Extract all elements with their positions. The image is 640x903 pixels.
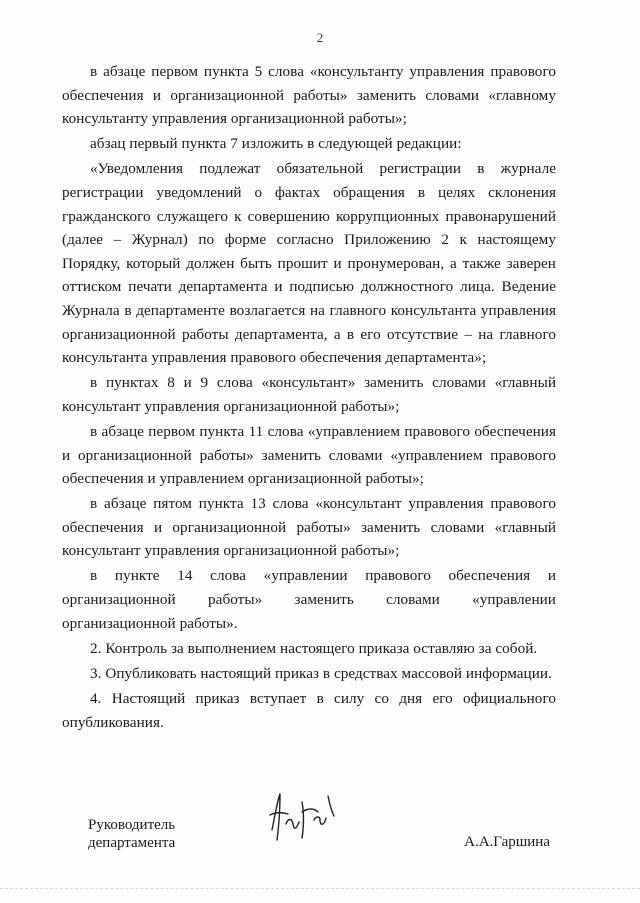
paragraph-item-5-amendment: в абзаце первом пункта 5 слова «консультанту управления правового обеспечения и организационной работы» заменить словами «главному консультанту управления организационной работы»; <box>62 63 556 128</box>
paragraph-publication-clause: 3. Опубликовать настоящий приказ в средствах массовой информации. <box>90 664 552 682</box>
paragraph-item-14-amendment: в пункте 14 слова «управлении правового обеспечения и организационной работы» заменить словами «управлении организационной работы». <box>62 567 556 632</box>
signatory-title-line-1: Руководитель <box>88 817 176 833</box>
paragraph-effective-date-clause: 4. Настоящий приказ вступает в силу со дня его официального опубликования. <box>62 689 556 731</box>
paragraph-item-13-amendment: в абзаце пятом пункта 13 слова «консультант управления правового обеспечения и организационной работы» заменить словами «главный консультант управления организационной работы»; <box>62 495 556 560</box>
scan-edge-divider <box>0 888 640 890</box>
signatory-name: А.А.Гаршина <box>464 834 550 850</box>
document-body <box>62 60 556 736</box>
paragraph-items-8-9-amendment: в пунктах 8 и 9 слова «консультант» заменить словами «главный консультант управления организационной работы»; <box>62 374 556 415</box>
paragraph-item-7-new-text: «Уведомления подлежат обязательной регистрации в журнале регистрации уведомлений о фактах обращения в целях склонения гражданского служащего к совершению коррупционных правонарушений (далее – Журнал) по форме согласно Приложению 2 к настоящему Порядку, который должен быть прошит и пронумерован, а также заверен оттиском печати департамента и подписью должностного лица. Ведение Журнала в департаменте возлагается на главного консультанта управления организационной работы департамента, а в его отсутствие – на главного консультанта управления правового обеспечения департамента»; <box>62 160 556 367</box>
handwritten-signature-icon <box>262 790 352 850</box>
signatory-title-line-2: департамента <box>88 835 176 851</box>
page-number: 2 <box>316 30 324 45</box>
paragraph-item-11-amendment: в абзаце первом пункта 11 слова «управлением правового обеспечения и организационной работы» заменить словами «управлением правового обеспечения и управлением организационной работы»; <box>62 422 556 488</box>
paragraph-item-7-intro: абзац первый пункта 7 изложить в следующей редакции: <box>90 135 462 153</box>
signatory-title <box>88 816 175 852</box>
paragraph-control-clause: 2. Контроль за выполнением настоящего приказа оставляю за собой. <box>90 639 538 657</box>
